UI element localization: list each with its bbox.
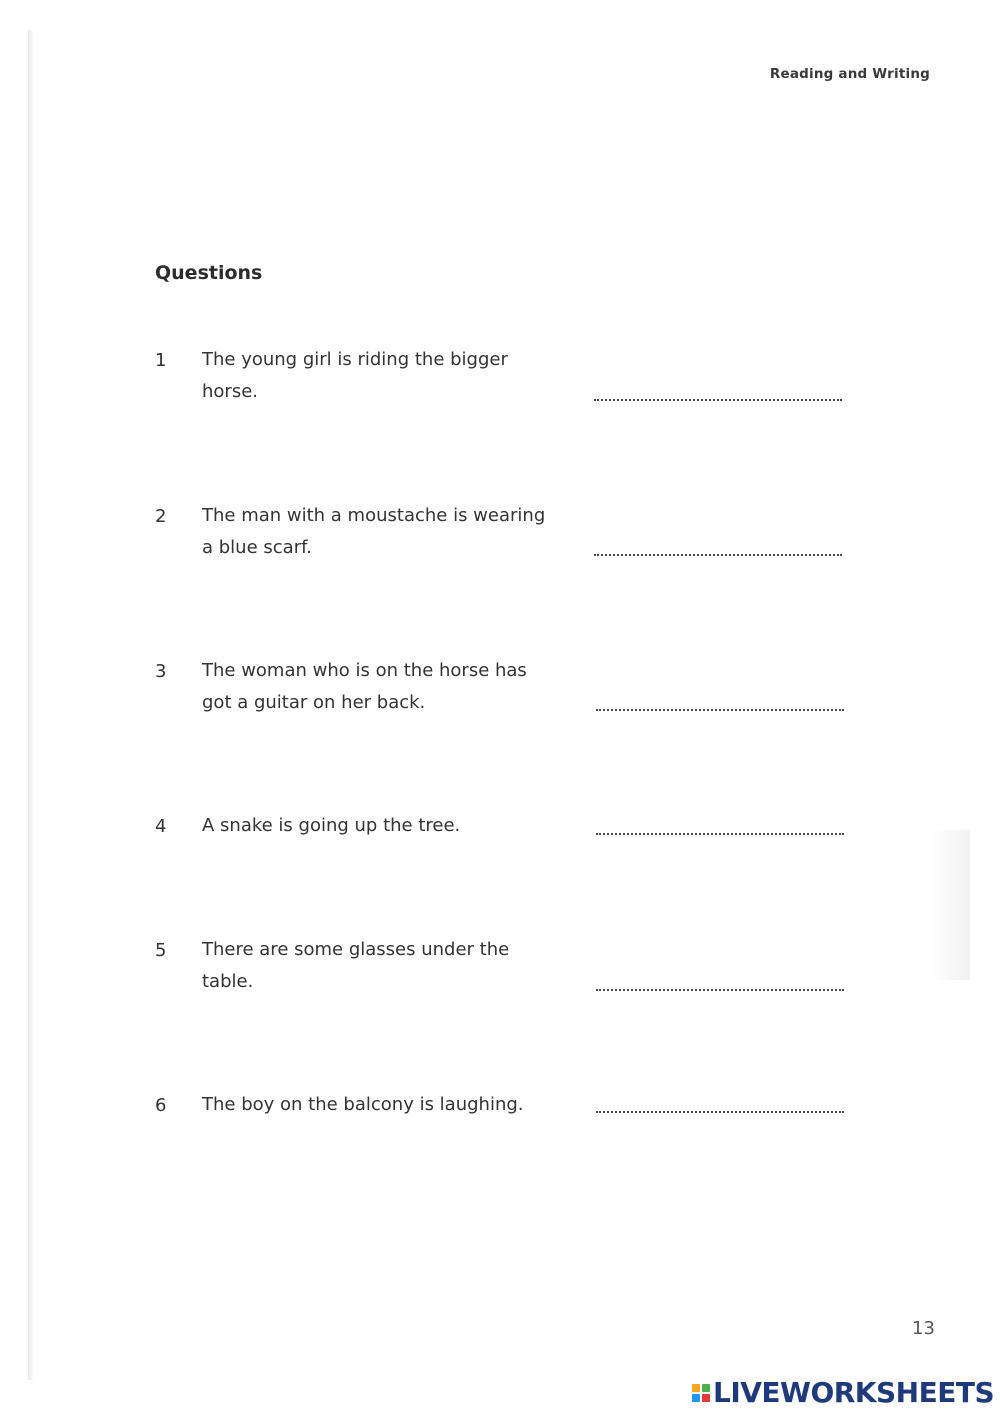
question-text — [202, 934, 562, 998]
answer-line[interactable] — [596, 833, 844, 835]
question-text — [202, 655, 562, 719]
page-number: 13 — [912, 1318, 935, 1339]
question-text — [202, 500, 562, 564]
questions-heading: Questions — [155, 262, 263, 284]
question-number: 4 — [155, 816, 167, 837]
section-header: Reading and Writing — [769, 66, 930, 82]
answer-line[interactable] — [594, 554, 842, 556]
question-text-line: a blue scarf. — [202, 537, 312, 558]
answer-line[interactable] — [596, 989, 844, 991]
question-text-line: got a guitar on her back. — [202, 692, 426, 713]
scan-edge-shadow — [28, 30, 34, 1380]
question-number: 6 — [155, 1095, 167, 1116]
question-text — [202, 344, 562, 408]
question-number: 3 — [155, 661, 167, 682]
liveworksheets-logo-icon — [692, 1384, 710, 1402]
question-text-line: There are some glasses under the — [202, 939, 510, 960]
liveworksheets-brand[interactable] — [692, 1376, 994, 1409]
logo-square-1 — [692, 1384, 700, 1392]
question-text — [202, 1089, 562, 1121]
logo-square-2 — [702, 1384, 710, 1392]
question-text-line: table. — [202, 971, 254, 992]
question-text-line: horse. — [202, 381, 258, 402]
answer-line[interactable] — [596, 1111, 844, 1113]
question-number: 1 — [155, 350, 167, 371]
answer-line[interactable] — [596, 709, 844, 711]
question-text-line: The woman who is on the horse has — [202, 660, 527, 681]
bleed-through-shadow — [930, 830, 970, 980]
question-number: 5 — [155, 940, 167, 961]
question-text-line: The man with a moustache is wearing — [202, 505, 546, 526]
question-number: 2 — [155, 506, 167, 527]
logo-square-3 — [692, 1394, 700, 1402]
question-text-line: The boy on the balcony is laughing. — [202, 1094, 524, 1115]
question-text — [202, 810, 562, 842]
logo-square-4 — [702, 1394, 710, 1402]
answer-line[interactable] — [594, 399, 842, 401]
question-text-line: A snake is going up the tree. — [202, 815, 461, 836]
brand-name: LIVEWORKSHEETS — [713, 1376, 995, 1409]
question-text-line: The young girl is riding the bigger — [202, 349, 508, 370]
